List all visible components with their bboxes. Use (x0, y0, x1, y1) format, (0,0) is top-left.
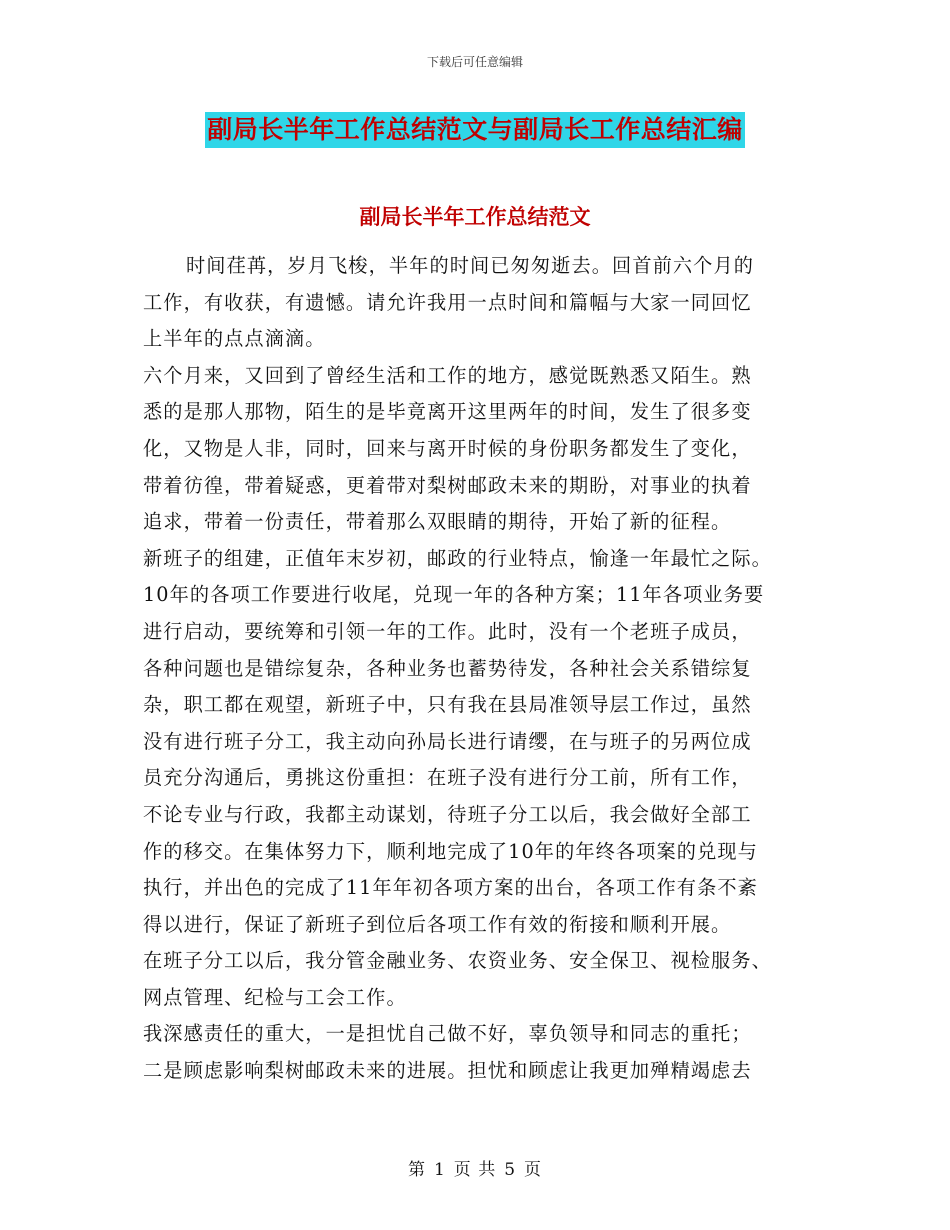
text-line: 没有进行班子分工，我主动向孙局长进行请缨，在与班子的另两位成 (143, 729, 752, 753)
page-footer (0, 1155, 950, 1180)
text-line: 作的移交。在集体努力下，顺利地完成了10年的年终各项案的兑现与 (143, 839, 758, 863)
footer-middle: 页 共 (453, 1160, 497, 1180)
text-line: 得以进行，保证了新班子到位后各项工作有效的衔接和顺利开展。 (143, 912, 732, 936)
text-line: 时间荏苒，岁月飞梭，半年的时间已匆匆逝去。回首前六个月的 (186, 254, 755, 277)
document-title-text: 副局长半年工作总结范文与副局长工作总结汇编 (205, 112, 745, 148)
text-line: 上半年的点点滴滴。 (143, 327, 326, 351)
text-line: 网点管理、纪检与工会工作。 (143, 985, 407, 1009)
text-line: 各种问题也是错综复杂，各种业务也蓄势待发，各种社会关系错综复 (143, 656, 752, 680)
text-line: 工作，有收获，有遗憾。请允许我用一点时间和篇幅与大家一同回忆 (143, 290, 752, 314)
text-line: 二是顾虑影响梨树邮政未来的进展。担忧和顾虑让我更加殚精竭虑去 (143, 1059, 752, 1083)
text-line: 我深感责任的重大，一是担忧自己做不好，辜负领导和同志的重托； (143, 1022, 752, 1046)
header-note: 下载后可任意编辑 (426, 55, 523, 69)
section-title: 副局长半年工作总结范文 (359, 205, 591, 229)
current-page-number: 1 (433, 1160, 446, 1180)
text-line: 员充分沟通后，勇挑这份重担：在班子没有进行分工前，所有工作， (143, 766, 752, 790)
text-line: 10年的各项工作要进行收尾，兑现一年的各种方案；11年各项业务要 (143, 583, 765, 607)
text-line: 悉的是那人那物，陌生的是毕竟离开这里两年的时间，发生了很多变 (143, 400, 752, 424)
footer-prefix: 第 (407, 1160, 426, 1180)
text-line: 追求，带着一份责任，带着那么双眼睛的期待，开始了新的征程。 (143, 510, 732, 534)
footer-suffix: 页 (524, 1160, 543, 1180)
total-page-count: 5 (504, 1160, 517, 1180)
text-line: 带着彷徨，带着疑惑，更着带对梨树邮政未来的期盼，对事业的执着 (143, 473, 752, 497)
text-line: 不论专业与行政，我都主动谋划，待班子分工以后，我会做好全部工 (143, 802, 752, 826)
text-line: 在班子分工以后，我分管金融业务、农资业务、安全保卫、视检服务、 (143, 949, 772, 973)
text-line: 新班子的组建，正值年末岁初，邮政的行业特点，愉逢一年最忙之际。 (143, 546, 772, 570)
text-line: 六个月来，又回到了曾经生活和工作的地方，感觉既熟悉又陌生。熟 (143, 363, 752, 387)
text-line: 进行启动，要统筹和引领一年的工作。此时，没有一个老班子成员， (143, 619, 752, 643)
text-line: 化，又物是人非，同时，回来与离开时候的身份职务都发生了变化， (143, 436, 752, 460)
document-title (0, 112, 950, 148)
text-line: 杂，职工都在观望，新班子中，只有我在县局准领导层工作过，虽然 (143, 693, 752, 717)
body-text (143, 248, 813, 1090)
text-line: 执行，并出色的完成了11年年初各项方案的出台，各项工作有条不紊 (143, 876, 758, 900)
